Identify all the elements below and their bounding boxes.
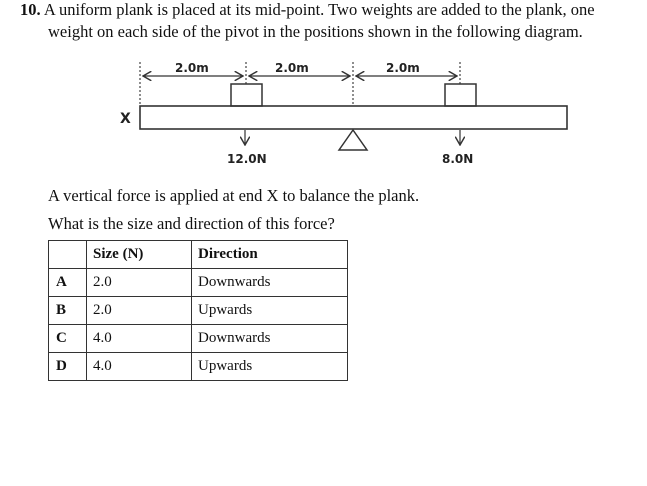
question-number: 10. — [20, 0, 41, 19]
plank — [140, 106, 567, 129]
distance-label: 2.0m — [275, 61, 309, 75]
distance-label: 2.0m — [386, 61, 420, 75]
table-row: C 4.0 Downwards — [49, 325, 348, 353]
table-row: B 2.0 Upwards — [49, 297, 348, 325]
table-row: A 2.0 Downwards — [49, 269, 348, 297]
table-row: D 4.0 Upwards — [49, 353, 348, 381]
question-line-3: A vertical force is applied at end X to balance the plank. — [48, 186, 420, 205]
weight-left — [231, 84, 262, 106]
end-x-label: X — [120, 111, 131, 127]
question-text: A uniform plank is placed at its mid-point. Two weights are added to the plank, one — [43, 0, 595, 19]
weight-right — [445, 84, 476, 106]
answer-table — [48, 240, 348, 381]
table-header — [49, 241, 348, 269]
weight-left-label: 12.0N — [227, 152, 267, 166]
question-line-4: What is the size and direction of this force? — [48, 214, 335, 233]
plank-diagram — [0, 0, 647, 180]
question-line-2: weight on each side of the pivot in the positions shown in the following diagram. — [48, 22, 583, 41]
header-direction: Direction — [192, 241, 348, 269]
weight-right-label: 8.0N — [442, 152, 474, 166]
distance-label: 2.0m — [175, 61, 209, 75]
pivot-triangle — [339, 130, 367, 150]
header-size: Size (N) — [87, 241, 192, 269]
